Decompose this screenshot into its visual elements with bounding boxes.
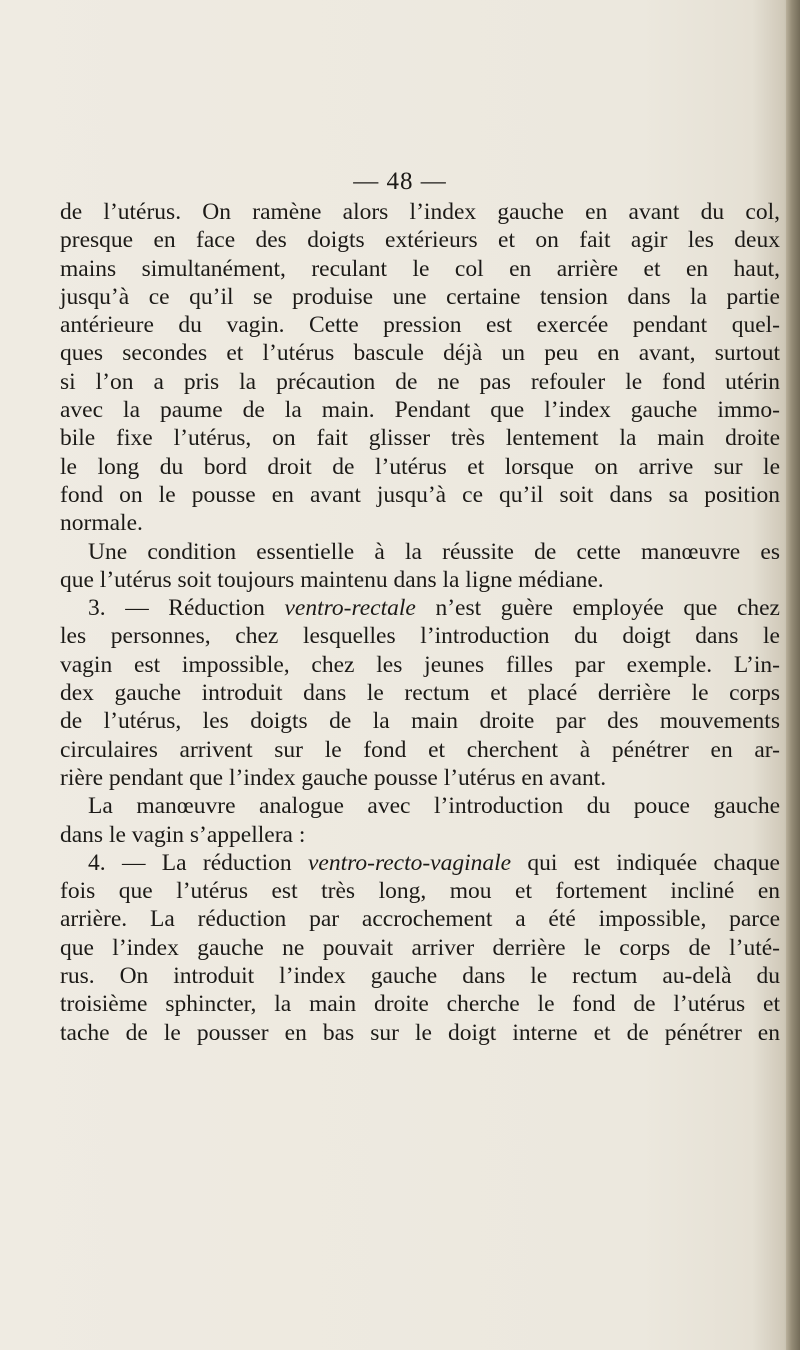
text-line: de l’utérus, les doigts de la main droite par des mouvements bbox=[60, 708, 780, 735]
text-line: Une condition essentielle à la réussite de cette manœuvre es bbox=[88, 538, 780, 565]
text-line: fond on le pousse en avant jusqu’à ce qu’il soit dans sa position bbox=[60, 481, 780, 508]
text-line: dex gauche introduit dans le rectum et placé derrière le corps bbox=[60, 680, 780, 707]
text-line: fois que l’utérus est très long, mou et fortement incliné en bbox=[60, 878, 780, 905]
text-line: rière pendant que l’index gauche pousse l’utérus en avant. bbox=[60, 764, 607, 791]
text-line: troisième sphincter, la main droite cherche le fond de l’utérus et bbox=[60, 991, 780, 1018]
text-line: arrière. La réduction par accrochement a été impossible, parce bbox=[60, 906, 780, 933]
page-number: — 48 — bbox=[353, 168, 447, 195]
text-line: le long du bord droit de l’utérus et lorsque on arrive sur le bbox=[60, 453, 780, 480]
text-line: dans le vagin s’appellera : bbox=[60, 821, 306, 848]
text-line: que l’index gauche ne pouvait arriver derrière le corps de l’uté- bbox=[60, 934, 780, 961]
text-line: les personnes, chez lesquelles l’introduction du doigt dans le bbox=[60, 623, 780, 650]
text-segment: 3. — Réduction bbox=[88, 595, 285, 622]
text-line: tache de le pousser en bas sur le doigt interne et de pénétrer en bbox=[60, 1019, 780, 1046]
text-line: antérieure du vagin. Cette pression est exercée pendant quel- bbox=[60, 312, 780, 339]
text-line: ques secondes et l’utérus bascule déjà un peu en avant, surtout bbox=[60, 340, 780, 367]
body-text bbox=[60, 198, 780, 1047]
text-segment: 4. — La réduction bbox=[88, 849, 308, 876]
text-segment: n’est guère employée que chez bbox=[415, 595, 780, 622]
text-line: vagin est impossible, chez les jeunes filles par exemple. L’in- bbox=[60, 651, 780, 678]
italic-term: ventro-rectale bbox=[284, 595, 416, 622]
text-line: presque en face des doigts extérieurs et on fait agir les deux bbox=[60, 227, 780, 254]
text-segment: qui est indiquée chaque bbox=[511, 849, 780, 876]
text-line bbox=[60, 849, 780, 877]
text-line: mains simultanément, reculant le col en arrière et en haut, bbox=[60, 255, 780, 282]
text-line: rus. On introduit l’index gauche dans le rectum au-delà du bbox=[60, 963, 780, 990]
text-line: bile fixe l’utérus, on fait glisser très lentement la main droite bbox=[60, 425, 780, 452]
text-line: avec la paume de la main. Pendant que l’index gauche immo- bbox=[60, 397, 780, 424]
text-line: si l’on a pris la précaution de ne pas refouler le fond utérin bbox=[60, 368, 780, 395]
italic-term: ventro-recto-vaginale bbox=[307, 849, 512, 876]
text-line bbox=[60, 594, 780, 622]
text-line: de l’utérus. On ramène alors l’index gauche en avant du col, bbox=[60, 199, 780, 225]
text-line: normale. bbox=[60, 510, 143, 537]
text-line: circulaires arrivent sur le fond et cherchent à pénétrer en ar- bbox=[60, 736, 780, 763]
text-line: que l’utérus soit toujours maintenu dans la ligne médiane. bbox=[60, 566, 604, 593]
page-edge-shadow bbox=[786, 0, 800, 1350]
text-line: La manœuvre analogue avec l’introduction du pouce gauche bbox=[88, 793, 780, 820]
text-line: jusqu’à ce qu’il se produise une certaine tension dans la partie bbox=[60, 283, 780, 310]
